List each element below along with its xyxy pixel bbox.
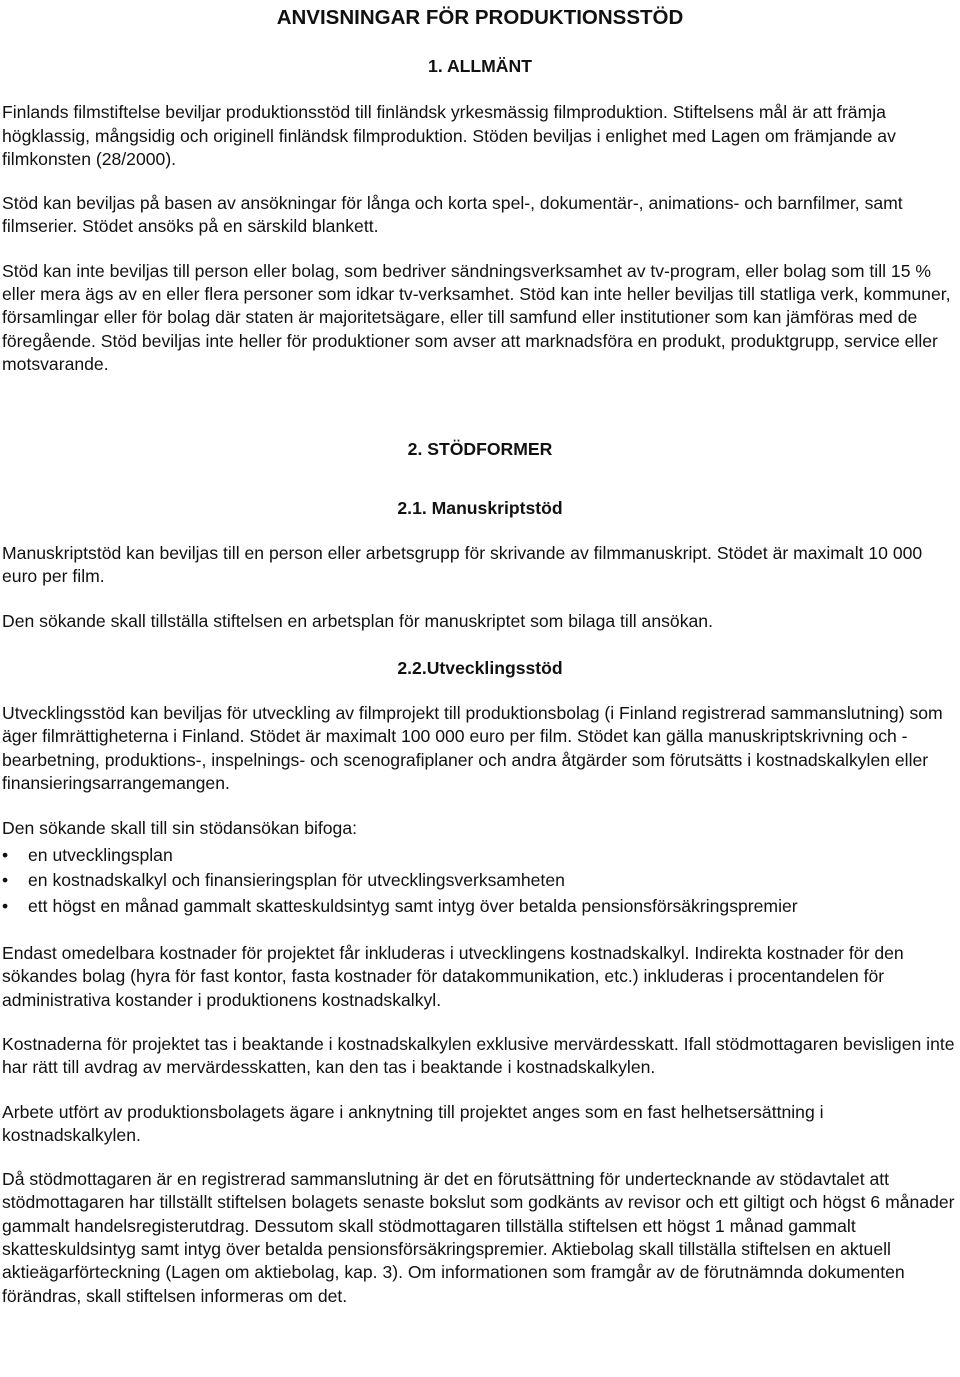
attachment-list — [2, 843, 958, 920]
subsection-heading-utvecklingsstod: 2.2.Utvecklingsstöd — [397, 657, 563, 678]
list-item — [2, 843, 958, 869]
section-heading-allmant: 1. ALLMÄNT — [428, 56, 532, 76]
paragraph-applications: Stöd kan beviljas på basen av ansökningar för långa och korta spel-, dokumentär-, animations- och barnfilmer, samt filmserier. Stödet ansöks på en särskild blankett. — [2, 193, 903, 237]
list-intro: Den sökande skall till sin stödansökan bifoga: — [2, 818, 358, 839]
list-item-text: en kostnadskalkyl och finansieringsplan för utvecklingsverksamheten — [28, 870, 565, 891]
paragraph-arbetsplan: Den sökande skall tillställa stiftelsen en arbetsplan för manuskriptet som bilaga till ansökan. — [2, 611, 713, 632]
paragraph-owner-work: Arbete utfört av produktionsbolagets ägare i anknytning till projektet anges som en fast helhetsersättning i kostnadskalkylen. — [2, 1101, 824, 1145]
list-item — [2, 868, 958, 894]
bullet-icon: • — [2, 895, 9, 916]
document-page — [2, 0, 958, 1308]
list-item-text: ett högst en månad gammalt skatteskuldsintyg samt intyg över betalda pensionsförsäkringspremier — [28, 895, 798, 916]
bullet-icon: • — [2, 870, 9, 891]
paragraph-intro: Finlands filmstiftelse beviljar produktionsstöd till finländsk yrkesmässig filmproduktion. Stiftelsens mål är att främja högklassig, mångsidig och originell finländsk filmproduktion. Stöden beviljas i enlighet med Lagen om främjande av filmkonsten (28/2000). — [2, 102, 896, 169]
subsection-heading-manuskriptstod: 2.1. Manuskriptstöd — [397, 497, 563, 518]
paragraph-utvecklingsstod: Utvecklingsstöd kan beviljas för utveckling av filmprojekt till produktionsbolag (i Finland registrerad sammanslutning) som äger filmrättigheterna i Finland. Stödet är maximalt 100 000 euro per film. Stödet kan gälla manuskriptskrivning och -bearbetning, produktions-, inspelnings- och scenografiplaner och andra åtgärder som förutsätts i kostnadskalkylen eller finansieringsarrangemangen. — [2, 703, 943, 793]
section-heading-stodformer: 2. STÖDFORMER — [407, 439, 553, 460]
paragraph-direct-costs: Endast omedelbara kostnader för projektet får inkluderas i utvecklingens kostnadskalkyl. Indirekta kostnader för den sökandes bolag (hyra för fast kontor, fasta kostnader för datakommunikation, etc.) inkluderas i procentandelen för administrativa kostander i produktionens kostnadskalkyl. — [2, 943, 904, 1010]
document-title: ANVISNINGAR FÖR PRODUKTIONSSTÖD — [276, 6, 684, 29]
paragraph-vat: Kostnaderna för projektet tas i beaktande i kostnadskalkylen exklusive mervärdesskatt. Ifall stödmottagaren bevisligen inte har rätt till avdrag av mervärdesskatten, kan den tas i beaktande i kostnadskalkylen. — [2, 1033, 955, 1078]
list-item — [2, 894, 958, 920]
paragraph-registered-entity: Då stödmottagaren är en registrerad sammanslutning är det en förutsättning för undertecknande av stödavtalet att stödmottagaren har tillställt stiftelsen bolagets senaste bokslut som godkänts av revisor och ett giltigt och högst 6 månader gammalt handelsregisterutdrag. Dessutom skall stödmottagaren tillställa stiftelsen ett högst 1 månad gammalt skatteskuldsintyg samt intyg över betalda pensionsförsäkringspremier. Aktiebolag skall tillställa stiftelsen en aktuell aktieägarförteckning (Lagen om aktiebolag, kap. 3). Om informationen som framgår av de förutnämnda dokumenten förändras, skall stiftelsen informeras om det. — [2, 1169, 955, 1306]
list-item-text: en utvecklingsplan — [28, 844, 173, 865]
bullet-icon: • — [2, 844, 9, 865]
paragraph-restrictions: Stöd kan inte beviljas till person eller bolag, som bedriver sändningsverksamhet av tv-program, eller bolag som till 15 % eller mera ägs av en eller flera personer som idkar tv-verksamhet. Stöd kan inte heller beviljas till statliga verk, kommuner, församlingar eller för bolag där staten är majoritetsägare, eller till samfund eller institutioner som kan jämföras med de föregående. Stöd beviljas inte heller för produktioner som avser att marknadsföra en produkt, produktgrupp, service eller motsvarande. — [2, 260, 951, 374]
paragraph-manuskriptstod: Manuskriptstöd kan beviljas till en person eller arbetsgrupp för skrivande av filmmanuskript. Stödet är maximalt 10 000 euro per film. — [2, 542, 923, 587]
